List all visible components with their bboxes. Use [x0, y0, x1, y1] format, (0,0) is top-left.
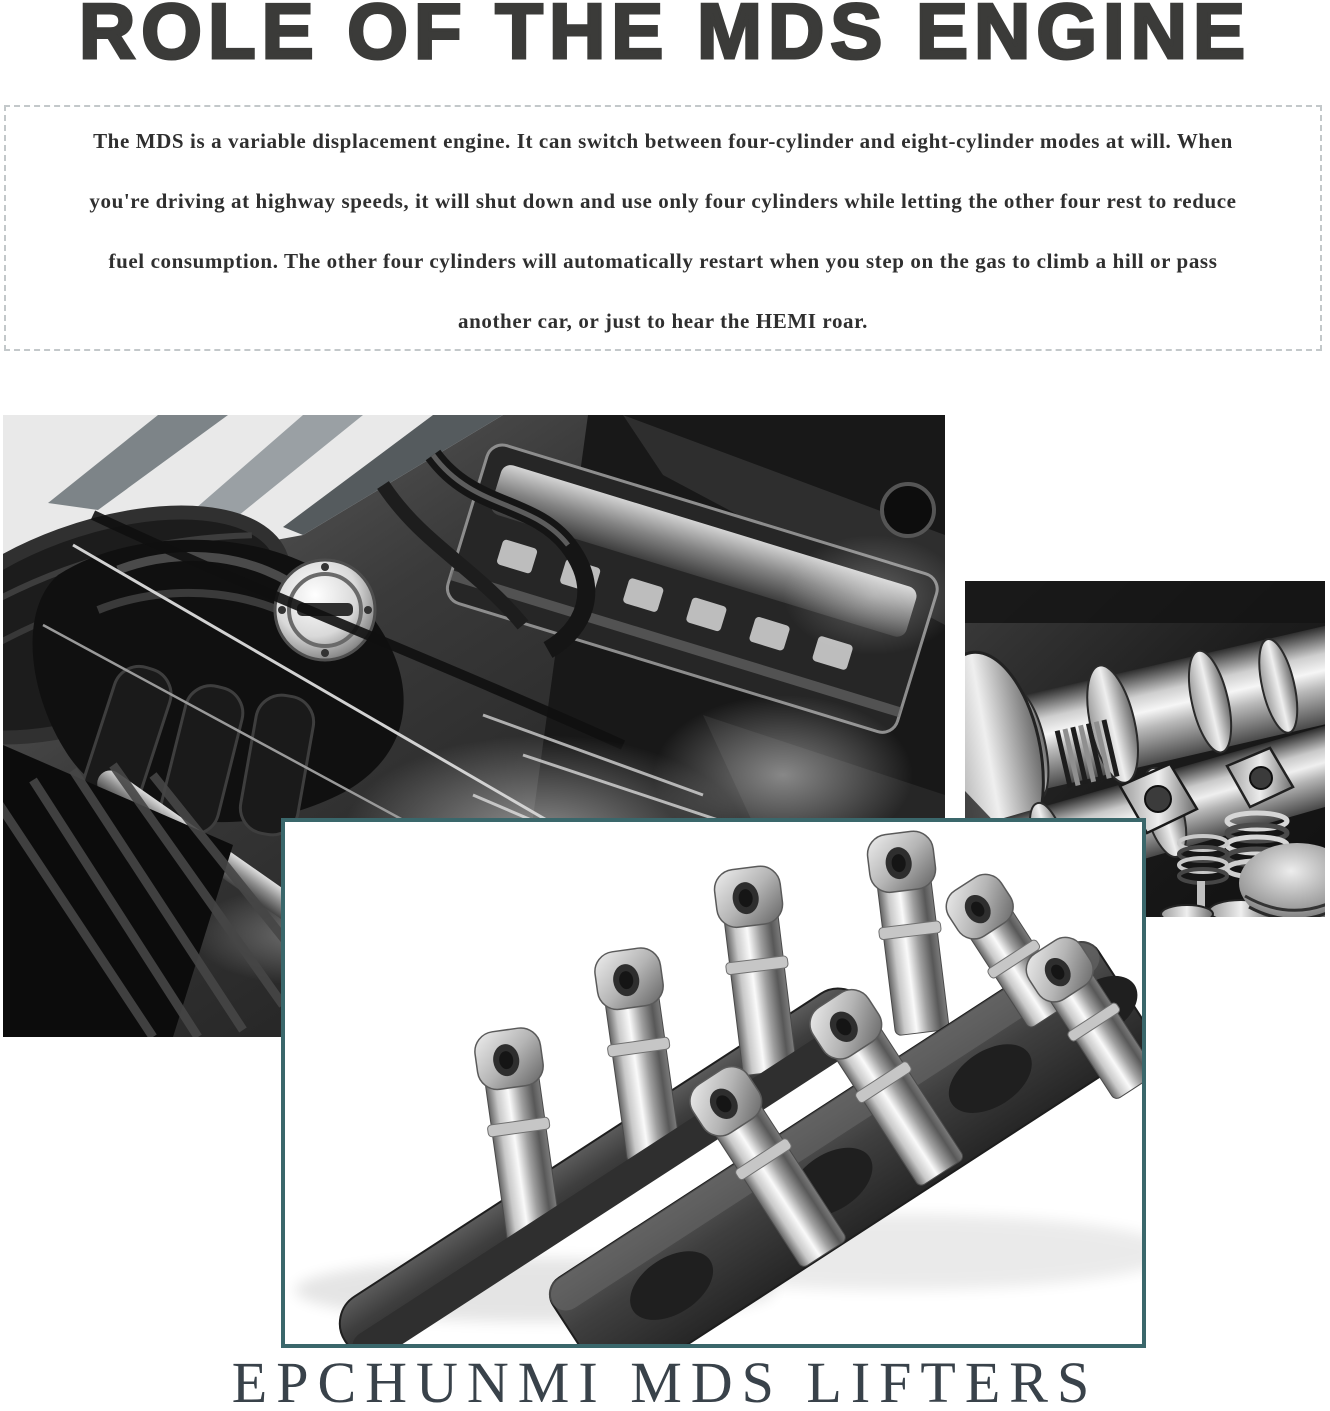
intro-line-4: another car, or just to hear the HEMI roar. — [457, 309, 868, 333]
product-caption: EPCHUNMI MDS LIFTERS — [231, 1350, 1099, 1411]
lifters-photo-art — [285, 822, 1142, 1344]
page-title: ROLE OF THE MDS ENGINE — [78, 0, 1252, 75]
intro-line-3: fuel consumption. The other four cylinders will automatically restart when you step on the gas to climb a hill or pass — [108, 249, 1218, 273]
lifters-product-image — [281, 818, 1146, 1348]
intro-text-box — [4, 105, 1322, 351]
intro-line-2: you're driving at highway speeds, it will shut down and use only four cylinders while letting the other four rest to reduce — [89, 189, 1237, 213]
intro-line-1: The MDS is a variable displacement engine. It can switch between four-cylinder and eight-cylinder modes at will. When — [93, 129, 1233, 153]
